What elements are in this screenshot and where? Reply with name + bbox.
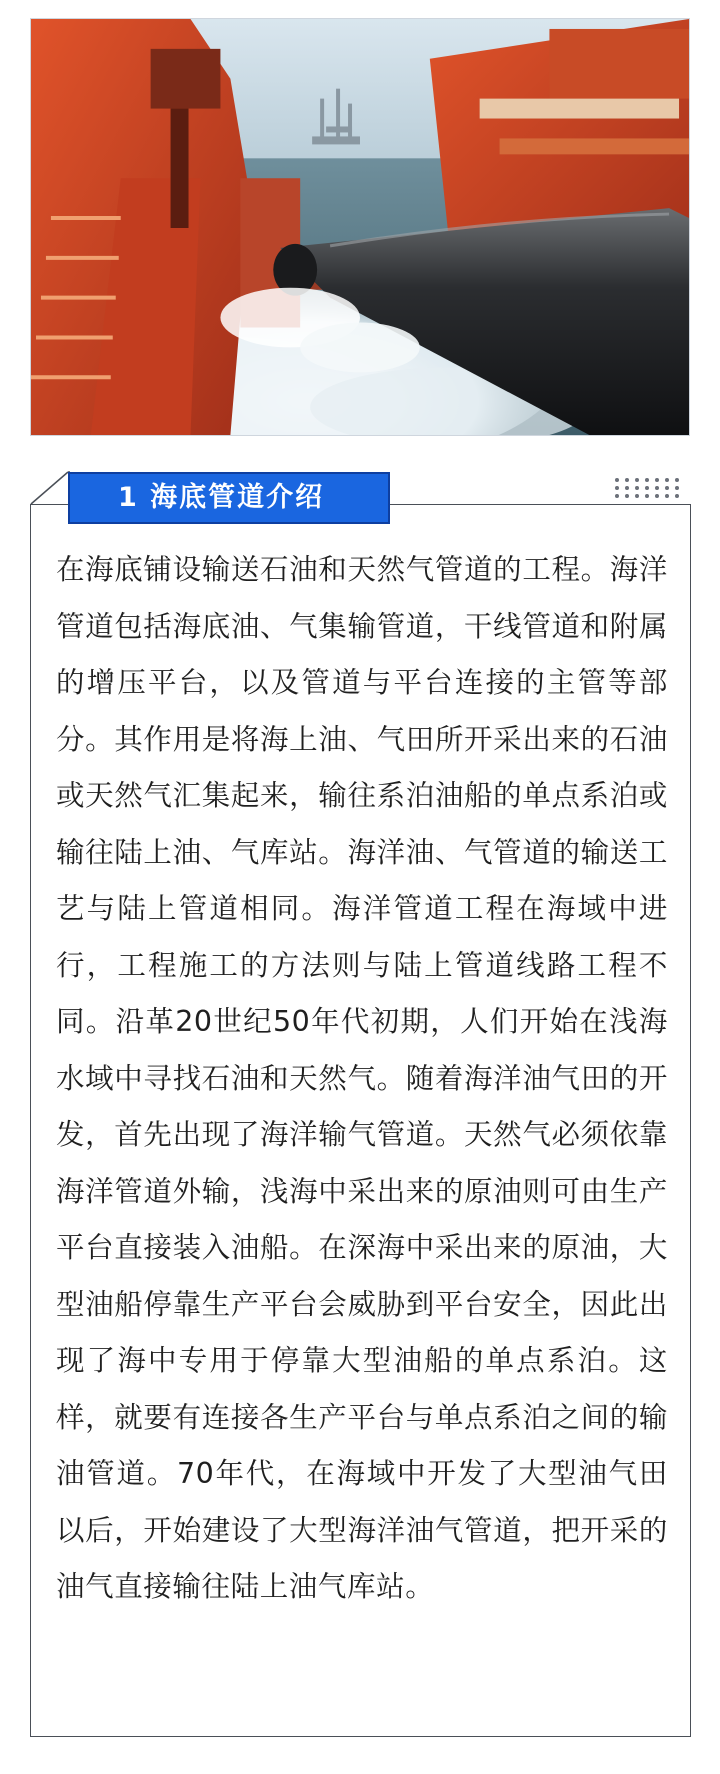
article-paragraph: 在海底铺设输送石油和天然气管道的工程。海洋管道包括海底油、气集输管道，干线管道和附属的增压平台，以及管道与平台连接的主管等部分。其作用是将海上油、气田所开采出来的石油或天然气汇集起来，输往系泊油船的单点系泊或输往陆上油、气库站。海洋油、气管道的输送工艺与陆上管道相同。海洋管道工程在海域中进行，工程施工的方法则与陆上管道线路工程不同。沿革20世纪50年代初期，人们开始在浅海水域中寻找石油和天然气。随着海洋油气田的开发，首先出现了海洋输气管道。天然气必须依靠海洋管道外输，浅海中采出来的原油则可由生产平台直接装入油船。在深海中采出来的原油，大型油船停靠生产平台会威胁到平台安全，因此出现了海中专用于停靠大型油船的单点系泊。这样，就要有连接各生产平台与单点系泊之间的输油管道。70年代，在海域中开发了大型油气田以后，开始建设了大型海洋油气管道，把开采的油气直接输往陆上油气库站。 — [56, 553, 668, 1603]
offshore-pipeline-laying-photo — [31, 19, 689, 435]
corner-fold-icon — [30, 470, 70, 506]
pipeline-photo — [30, 18, 690, 436]
dot-grid-icon — [613, 476, 679, 500]
section-heading: 1 海底管道介绍 — [68, 472, 390, 524]
